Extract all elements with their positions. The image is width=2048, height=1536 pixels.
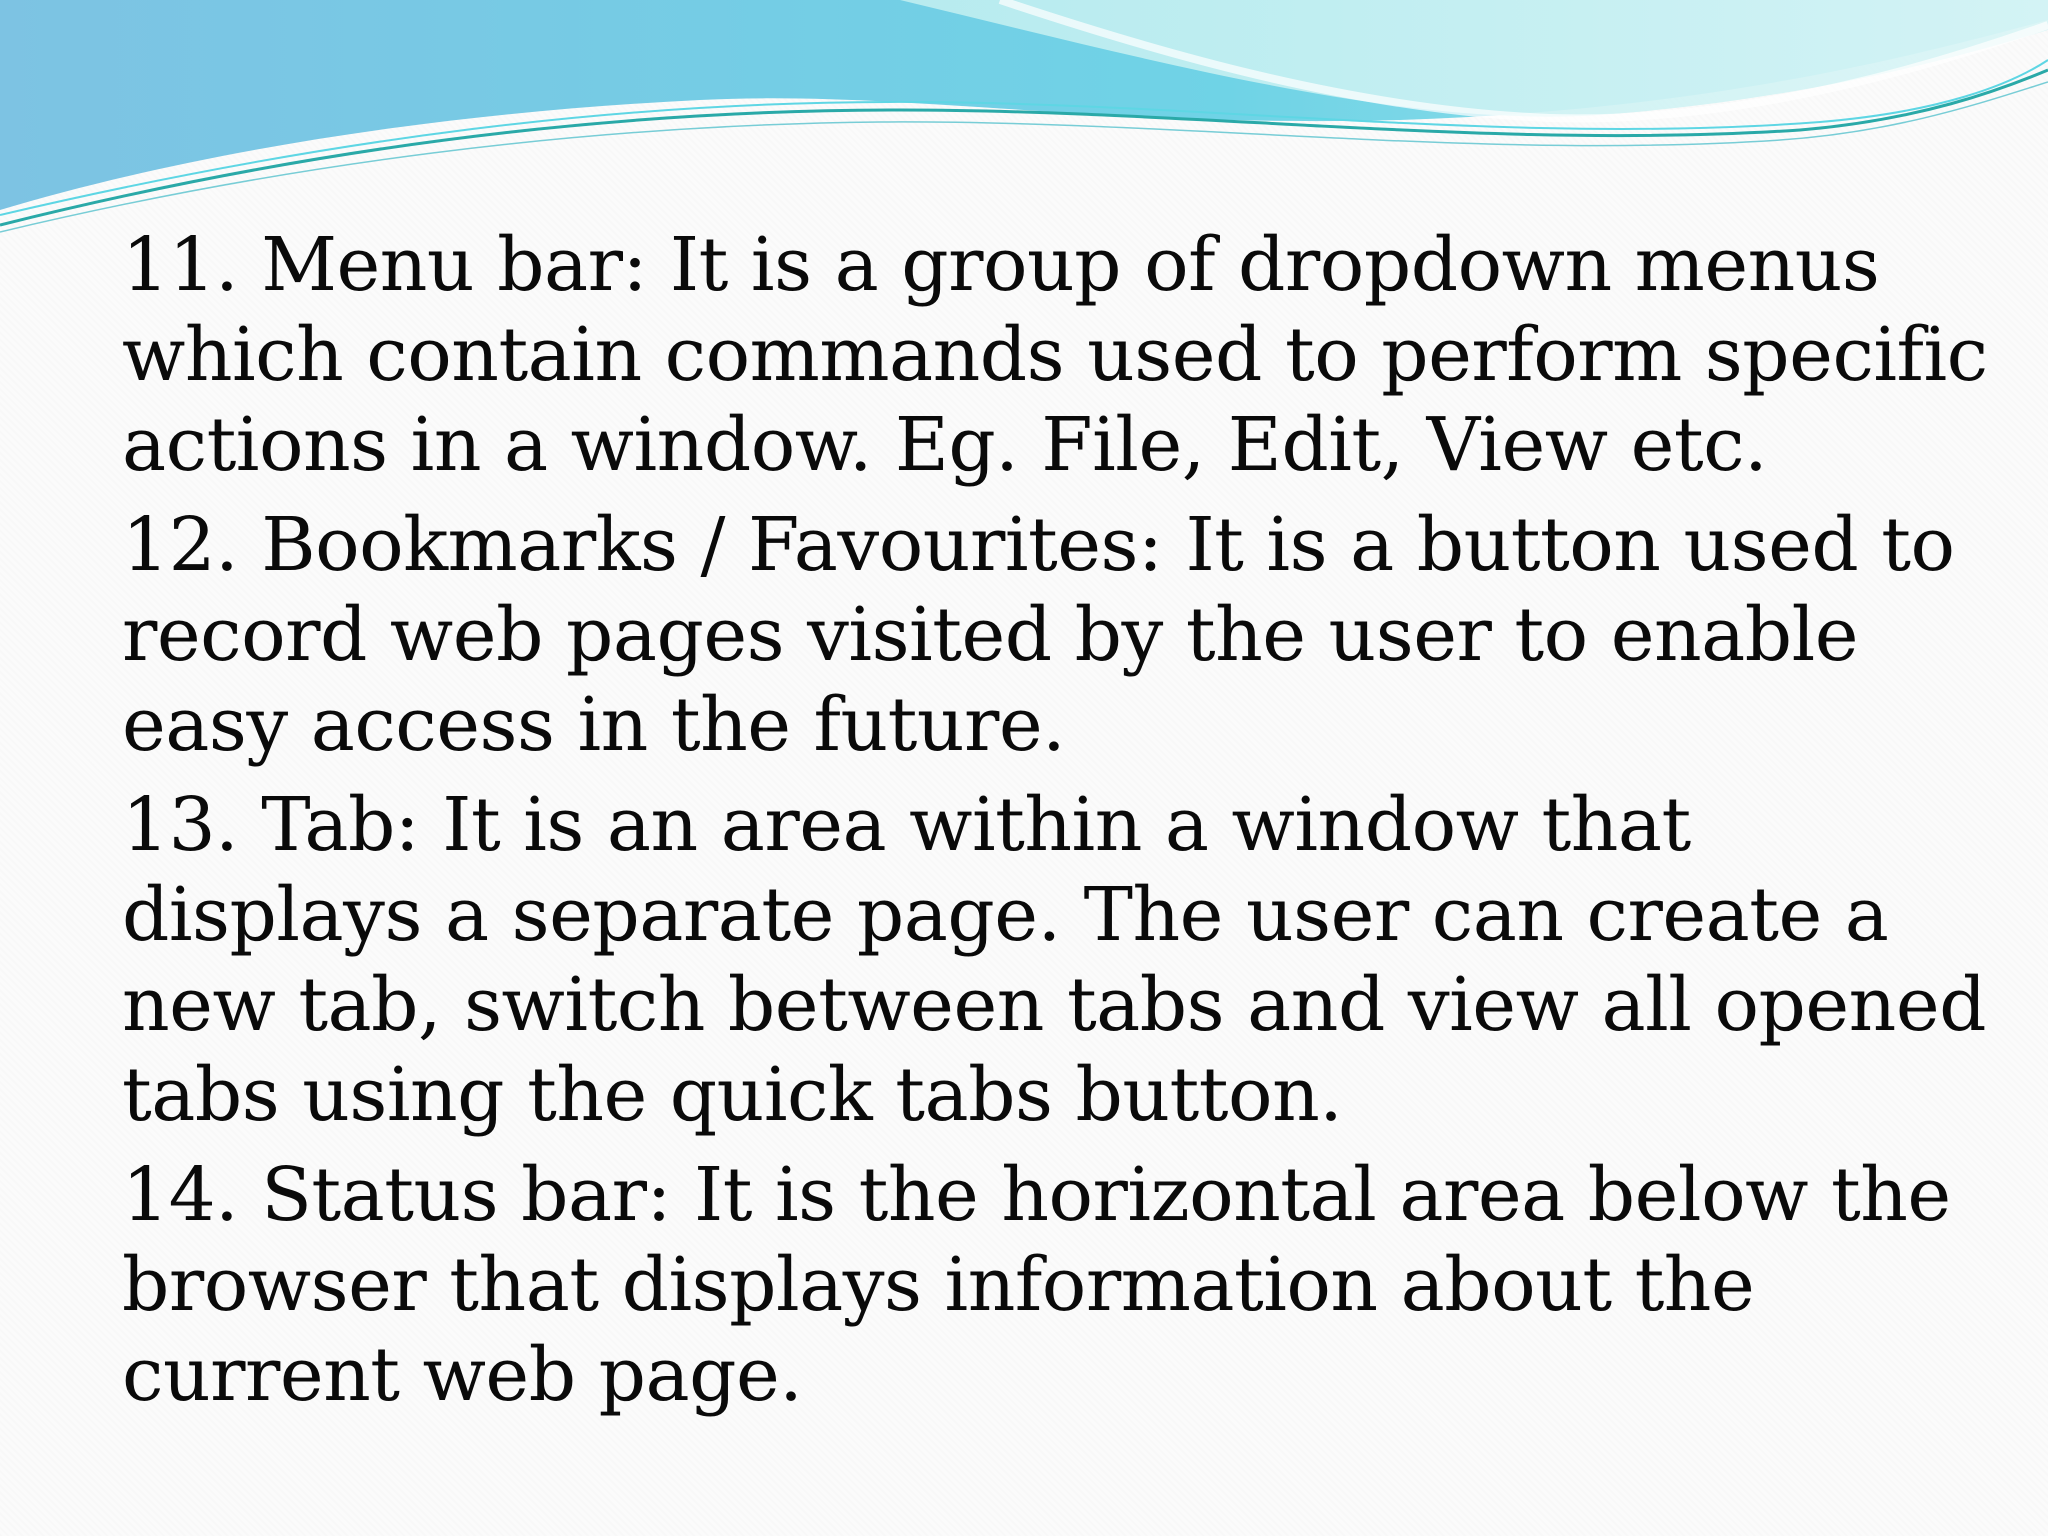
list-item-menu-bar: 11. Menu bar: It is a group of dropdown menus which contain commands used to perform specific actions in a window. Eg. File, Edit, View etc. <box>122 222 1988 488</box>
slide-body <box>122 220 2002 1430</box>
wave-banner <box>0 0 2048 240</box>
list-item-tab: 13. Tab: It is an area within a window that displays a separate page. The user can create a new tab, switch between tabs and view all opened tabs using the quick tabs button. <box>122 782 1986 1138</box>
list-item-bookmarks: 12. Bookmarks / Favourites: It is a button used to record web pages visited by the user to enable easy access in the future. <box>122 502 1955 768</box>
list-item-status-bar: 14. Status bar: It is the horizontal area below the browser that displays information about the current web page. <box>122 1152 1951 1418</box>
